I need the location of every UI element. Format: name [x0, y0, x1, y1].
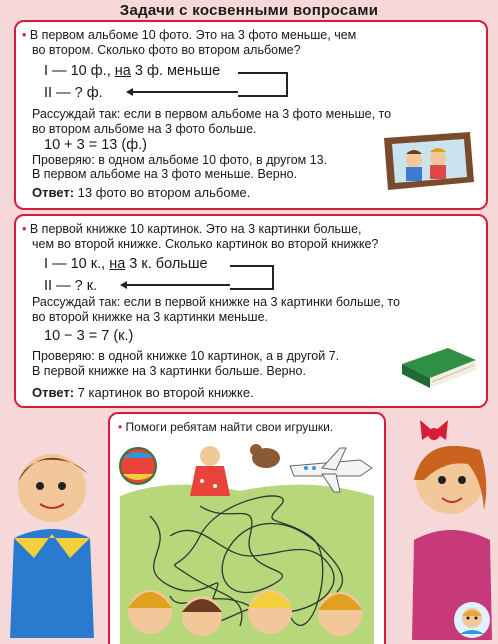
maze-illustration — [110, 436, 384, 644]
task2-arrow-line — [126, 284, 230, 286]
boy-illustration — [4, 438, 100, 638]
task1-scheme-first: I — 10 ф., на 3 ф. меньше — [44, 63, 221, 79]
task1-reason-1: Рассуждай так: если в первом альбоме на 3 фото меньше, то — [32, 107, 392, 121]
task1-scheme-second: II — ? ф. — [44, 85, 103, 101]
task2-reason-2: во второй книжке на 3 картинки меньше. — [32, 310, 269, 324]
task1-answer: Ответ: 13 фото во втором альбоме. — [32, 185, 251, 200]
task2-scheme-second: II — ? к. — [44, 278, 98, 294]
task1-line1: • В первом альбоме 10 фото. Это на 3 фото меньше, чем — [22, 28, 357, 42]
corner-logo-icon — [452, 600, 492, 640]
task2-line1: • В первой книжке 10 картинок. Это на 3 картинки больше, — [22, 222, 362, 236]
task1-check-2: В первом альбоме на 3 фото меньше. Верно. — [32, 167, 298, 181]
task2-scheme-bracket — [230, 265, 274, 290]
task2-answer: Ответ: 7 картинок во второй книжке. — [32, 385, 254, 400]
task2-check-2: В первой книжке на 3 картинки больше. Верно. — [32, 364, 306, 378]
task1-reason-2: во втором альбоме на 3 фото больше. — [32, 122, 257, 136]
book-icon — [398, 340, 480, 392]
task2-equation: 10 − 3 = 7 (к.) — [44, 328, 134, 344]
task1-arrow-line — [132, 91, 238, 93]
task1-line2: во втором. Сколько фото во втором альбоме? — [32, 43, 301, 57]
puzzle-instruction: • Помоги ребятам найти свои игрушки. — [118, 420, 334, 434]
task2-line2: чем во второй книжке. Сколько картинок во второй книжке? — [32, 237, 379, 251]
photo-frame-icon — [378, 130, 478, 196]
task1-check-1: Проверяю: в одном альбоме 10 фото, в другом 13. — [32, 153, 328, 167]
task2-scheme-first: I — 10 к., на 3 к. больше — [44, 256, 208, 272]
task2-reason-1: Рассуждай так: если в первой книжке на 3 картинки больше, то — [32, 295, 400, 309]
task1-scheme-bracket — [238, 72, 288, 97]
page-title: Задачи с косвенными вопросами — [119, 2, 379, 19]
task2-check-1: Проверяю: в одной книжке 10 картинок, а в другой 7. — [32, 349, 340, 363]
task1-equation: 10 + 3 = 13 (ф.) — [44, 137, 148, 153]
